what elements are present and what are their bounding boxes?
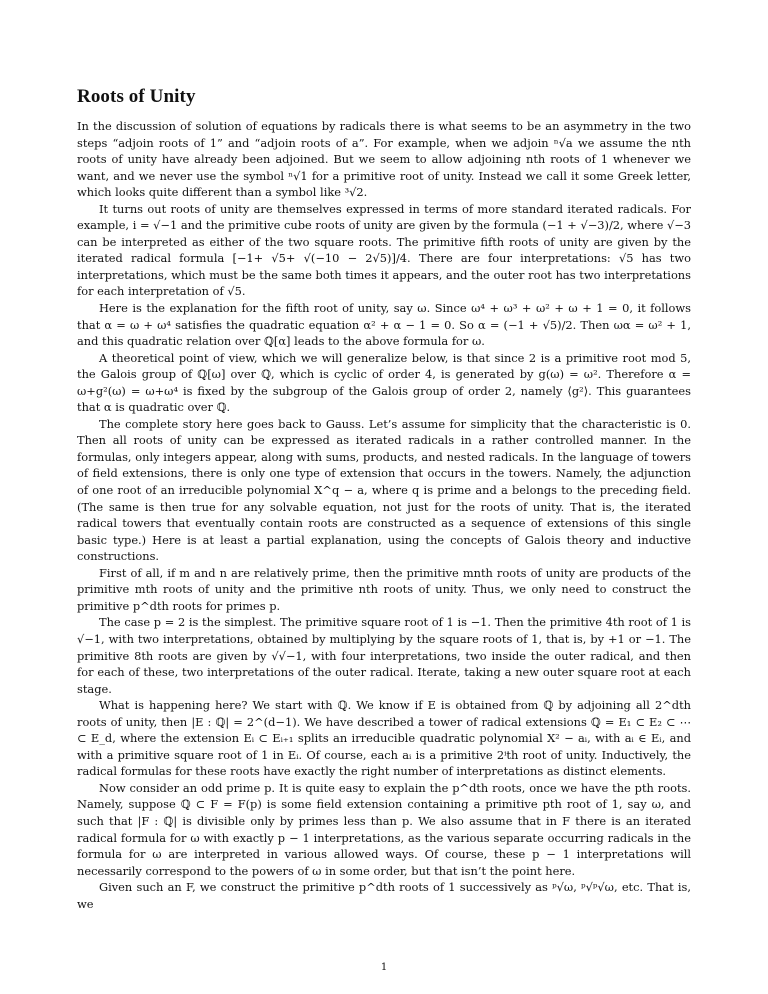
paragraph: It turns out roots of unity are themselves expressed in terms of more standard iterated radicals. For example, i = √−1 and the primitive cube roots of unity are given by the formula (−1 + √−3)/2, where √−3 can be interpreted as either of the two square roots. The primitive fifth roots of unity are given by the iterated radical formula [−1+ √5+ √(−10 − 2√5)]/4. There are four interpretations: √5 has two interpretations, which must be the same both times it appears, and the outer root has two interpretations for each interpretation of √5. [77,201,691,299]
page-title: Roots of Unity [77,86,196,107]
document-page [77,86,691,912]
paragraph: In the discussion of solution of equations by radicals there is what seems to be an asymmetry in the two steps “adjoin roots of 1” and “adjoin roots of a”. For example, when we adjoin ⁿ√a we assume the nth roots of unity have already been adjoined. But we seem to allow adjoining nth roots of 1 whenever we want, and we never use the symbol ⁿ√1 for a primitive root of unity. Instead we call it some Greek letter, which looks quite different than a symbol like ³√2. [77,119,691,200]
paragraph: Now consider an odd prime p. It is quite easy to explain the p^dth roots, once we have the pth roots. Namely, suppose ℚ ⊂ F = F(p) is some field extension containing a primitive pth root of 1, say ω, and such that |F : ℚ| is divisible only by primes less than p. We also assume that in F there is an iterated radical formula for ω with exactly p − 1 interpretations, as the various separate occurring radicals in the formula for ω are interpreted in various allowed ways. Of course, these p − 1 interpretations will necessarily correspond to the powers of ω in some order, but that isn’t the point here. [77,780,691,878]
paragraph: A theoretical point of view, which we will generalize below, is that since 2 is a primitive root mod 5, the Galois group of ℚ[ω] over ℚ, which is cyclic of order 4, is generated by g(ω) = ω². Therefore α = ω+g²(ω) = ω+ω⁴ is fixed by the subgroup of the Galois group of order 2, namely ⟨g²⟩. This guarantees that α is quadratic over ℚ. [77,350,691,415]
paragraph: The case p = 2 is the simplest. The primitive square root of 1 is −1. Then the primitive 4th root of 1 is √−1, with two interpretations, obtained by multiplying by the square roots of 1, that is, by +1 or −1. The primitive 8th roots are given by √√−1, with four interpretations, two inside the outer radical, and then for each of these, two interpretations of the outer radical. Iterate, taking a new outer square root at each stage. [77,615,691,696]
paragraph: What is happening here? We start with ℚ. We know if E is obtained from ℚ by adjoining all 2^dth roots of unity, then |E : ℚ| = 2^(d−1). We have described a tower of radical extensions ℚ = E₁ ⊂ E₂ ⊂ ⋯ ⊂ E_d, where the extension Eᵢ ⊂ Eᵢ₊₁ splits an irreducible quadratic polynomial X² − aᵢ, with aᵢ ∈ Eᵢ, and with a primitive square root of 1 in Eᵢ. Of course, each aᵢ is a primitive 2ⁱth root of unity. Inductively, the radical formulas for these roots have exactly the right number of interpretations as distinct elements. [77,698,691,779]
paragraph: Given such an F, we construct the primitive p^dth roots of 1 successively as ᵖ√ω, ᵖ√ᵖ√ω, etc. That is, we [77,880,691,911]
document-body [77,118,691,912]
page-number: 1 [380,962,388,973]
paragraph: The complete story here goes back to Gauss. Let’s assume for simplicity that the characteristic is 0. Then all roots of unity can be expressed as iterated radicals in a rather controlled manner. In the formulas, only integers appear, along with sums, products, and nested radicals. In the language of towers of field extensions, there is only one type of extension that occurs in the towers. Namely, the adjunction of one root of an irreducible polynomial X^q − a, where q is prime and a belongs to the preceding field. (The same is then true for any solvable equation, not just for the roots of unity. That is, the iterated radical towers that eventually contain roots are constructed as a sequence of extensions of this single basic type.) Here is at least a partial explanation, using the concepts of Galois theory and inductive constructions. [77,416,691,564]
paragraph: Here is the explanation for the fifth root of unity, say ω. Since ω⁴ + ω³ + ω² + ω + 1 = 0, it follows that α = ω + ω⁴ satisfies the quadratic equation α² + α − 1 = 0. So α = (−1 + √5)/2. Then ωα = ω² + 1, and this quadratic relation over ℚ[α] leads to the above formula for ω. [77,301,691,349]
paragraph: First of all, if m and n are relatively prime, then the primitive mnth roots of unity are products of the primitive mth roots of unity and the primitive nth roots of unity. Thus, we only need to construct the primitive p^dth roots for primes p. [77,565,691,613]
